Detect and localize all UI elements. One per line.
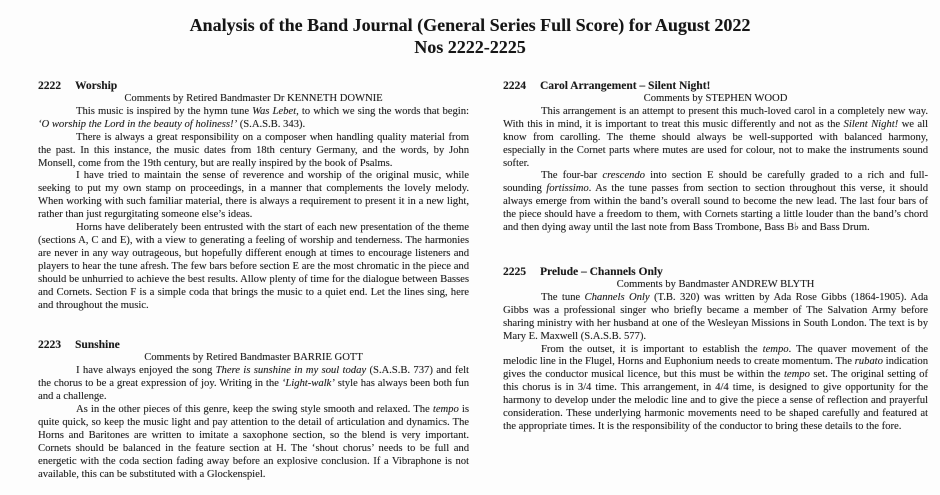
section-body xyxy=(503,106,928,235)
text-run: , to which we sing the words that begin: xyxy=(296,105,469,117)
section-title: Worship xyxy=(75,80,118,92)
text-run: we all know from carolling. The theme should always be well-supported with balanced harmony, especially in the Cornet parts where mutes are used for colour, not to make the instruments sound softer. xyxy=(503,118,928,169)
text-run: As in the other pieces of this genre, keep the swing style smooth and relaxed. The xyxy=(76,404,433,416)
section-body xyxy=(503,292,928,434)
text-run: The tune xyxy=(541,291,585,303)
text-run: The four-bar xyxy=(541,170,603,182)
right-column xyxy=(503,80,928,434)
italic-text-run: tempo xyxy=(783,369,810,381)
italic-text-run: There is sunshine in my soul today xyxy=(215,365,367,377)
text-run: Horns have deliberately been entrusted with the start of each new presentation of the theme (sections A, C and E), with a view to generating a feeling of worship and tenderness. The harmonies are never in any way outrageous, but hopefully different enough at times to encourage listeners and players to hear the tune afresh. The few bars before section E are the most chromatic in the piece and should be unhurried to achieve the best results. Allow plenty of time for the dialogue between Basses and Cornets. Section F is a simple coda that brings the music to a quiet end. Let the lines sing, here and throughout the music. xyxy=(38,222,469,311)
italic-text-run: ‘Light-walk’ xyxy=(281,378,335,390)
text-run: This music is inspired by the hymn tune xyxy=(76,105,253,117)
text-run: This arrangement is an attempt to present this much-loved carol in a completely new way. With this in mind, it is important to treat this music differently and not as the xyxy=(503,105,928,130)
italic-text-run: Silent Night! xyxy=(843,118,899,130)
text-run: into section E should be carefully graded to a rich and full-sounding xyxy=(503,170,928,195)
paragraph xyxy=(38,404,469,481)
section-byline: Comments by Bandmaster ANDREW BLYTH xyxy=(616,278,815,290)
section-2223-sunshine xyxy=(38,339,469,481)
section-byline: Comments by STEPHEN WOOD xyxy=(643,93,788,104)
section-byline: Comments by Retired Bandmaster BARRIE GOTT xyxy=(144,352,363,364)
italic-text-run: rubato xyxy=(854,356,883,368)
text-run: I have tried to maintain the sense of reverence and worship of the original music, while seeking to put my own stamp on proceedings, in a manner that complements the lovely melody. When working with such familiar material, there is always a requirement to present it in a new light, rather than just regurgitating someone else’s ideas. xyxy=(38,170,469,221)
text-run: indication gives the conductor musical licence, but this must be within the xyxy=(503,356,929,381)
text-run: (S.A.S.B. 343). xyxy=(237,118,306,130)
section-number: 2222 xyxy=(38,80,61,92)
page-title-line1: Analysis of the Band Journal (General Series Full Score) for August 2022 xyxy=(189,15,751,35)
section-2222-worship xyxy=(38,80,469,312)
italic-text-run: tempo xyxy=(762,343,789,355)
text-run: I have always enjoyed the song xyxy=(76,365,216,377)
section-body xyxy=(38,365,469,481)
section-heading xyxy=(503,80,928,93)
page-title-line2: Nos 2222-2225 xyxy=(414,37,526,57)
text-run: style has always been both fun and a challenge. xyxy=(38,378,469,403)
section-title: Carol Arrangement – Silent Night! xyxy=(540,80,711,92)
paragraph xyxy=(38,106,469,132)
paragraph xyxy=(38,365,469,404)
two-column-body xyxy=(0,58,940,481)
section-heading xyxy=(503,266,928,279)
section-byline: Comments by Retired Bandmaster Dr KENNETH DOWNIE xyxy=(124,93,383,104)
italic-text-run: ‘O worship the Lord in the beauty of holiness!’ xyxy=(38,118,238,130)
text-run: (S.A.S.B. 737) and felt the chorus to be a great expression of joy. Writing in the xyxy=(38,365,469,390)
text-run: . As the tune passes from section to section throughout this verse, it should always emerge from within the band’s overall sound to become the new lead. The last four bars of the piece should have a freedom to them, with Cornets starting a little louder than the band’s chord and then dying away until the last note from Bass Trombone, Bass B♭ and Bass Drum. xyxy=(503,183,928,234)
text-run: set. The original setting of this chorus is in 3/4 time. This arrangement, in 4/4 time, is designed to give opportunity for the harmony to develop under the melodic line and to give the piece a sense of reflection and prayerful consideration. These underlying harmonic movements need to be shaped carefully and featured at the appropriate times. It is the responsibility of the conductor to bring these details to the fore. xyxy=(503,369,928,432)
section-2225-prelude xyxy=(503,266,928,434)
italic-text-run: Channels Only xyxy=(584,291,650,303)
text-run: is quite quick, so keep the music light and pay attention to the detail of articulation and dynamics. The Horns and Baritones are written to imitate a saxophone section, so the blend is very important. Cornets should be balanced in the feature section at H. The ‘shout chorus’ needs to be full and energetic with the coda section fading away before an explosive conclusion. If a Vibraphone is not available, this can be substituted with a Glockenspiel. xyxy=(38,404,469,480)
paragraph xyxy=(503,170,928,235)
paragraph xyxy=(38,222,469,312)
text-run: From the outset, it is important to establish the xyxy=(541,343,763,355)
paragraph xyxy=(503,292,928,344)
section-2224-carol-arrangement xyxy=(503,80,928,235)
italic-text-run: fortissimo xyxy=(546,183,589,195)
paragraph xyxy=(503,344,928,434)
paragraph xyxy=(38,132,469,171)
italic-text-run: crescendo xyxy=(602,170,645,182)
paragraph xyxy=(503,106,928,171)
section-title: Sunshine xyxy=(75,339,120,352)
section-body xyxy=(38,106,469,313)
section-heading xyxy=(38,339,469,352)
text-run: There is always a great responsibility on a composer when handling quality material from the past. In this instance, the music dates from 18th century Germany, and the words, by John Monsell, come from the 19th century, but are really inspired by the book of Psalms. xyxy=(38,131,469,169)
section-number: 2224 xyxy=(503,80,526,92)
italic-text-run: Was Lebet xyxy=(252,105,297,117)
paragraph xyxy=(38,170,469,222)
section-number: 2225 xyxy=(503,265,526,278)
text-run: (T.B. 320) was written by Ada Rose Gibbs (1864-1905). Ada Gibbs was a professional singer who briefly became a member of The Salvation Army before sharing ministry with her husband at one of the Wesleyan Missions in South London. The text is by Mary E. Maxwell (S.A.S.B. 577). xyxy=(503,291,928,342)
section-heading xyxy=(38,80,469,93)
page-title xyxy=(0,0,940,58)
left-column xyxy=(38,80,469,481)
text-run: . The quaver movement of the melodic line in the Flugel, Horns and Euphonium needs to create momentum. The xyxy=(503,343,928,368)
section-title: Prelude – Channels Only xyxy=(540,265,663,278)
italic-text-run: tempo xyxy=(432,404,459,416)
section-number: 2223 xyxy=(38,339,61,352)
